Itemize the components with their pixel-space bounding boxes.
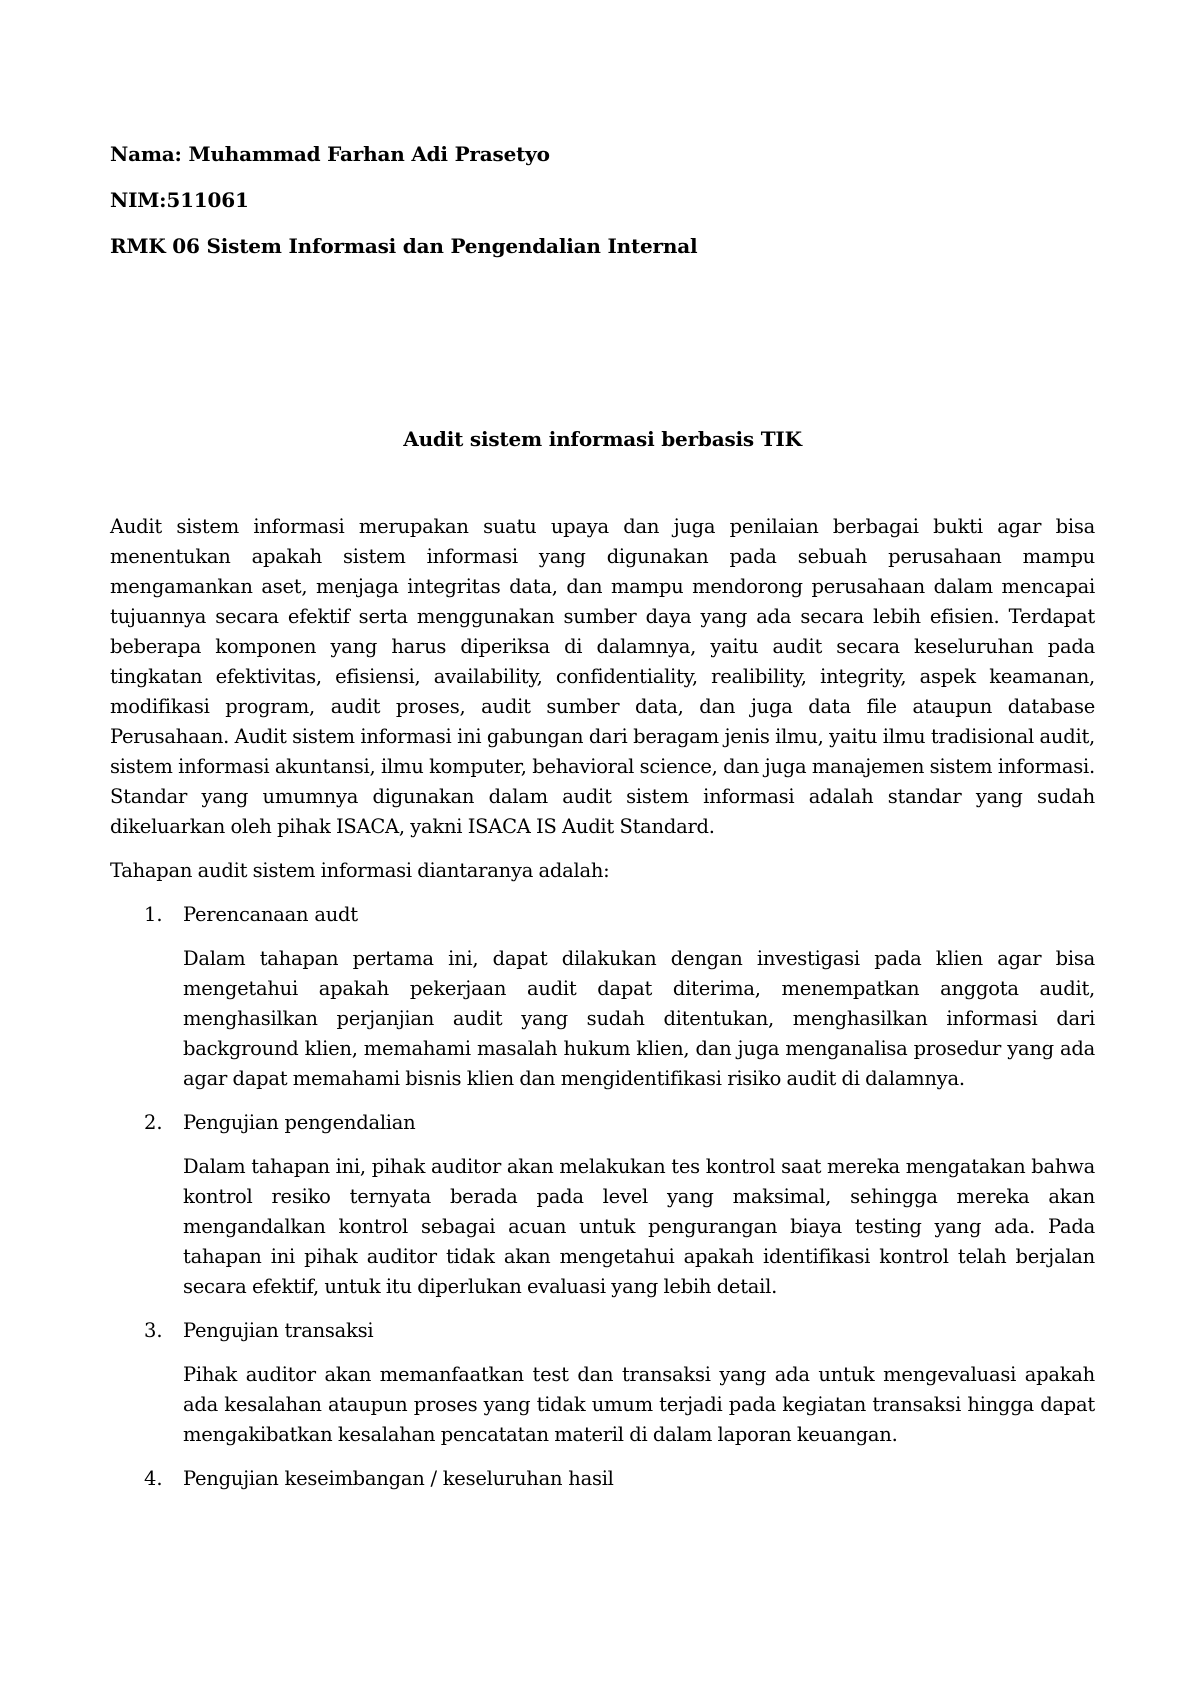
list-item (110, 900, 1095, 1094)
stages-intro: Tahapan audit sistem informasi diantaranya adalah: (110, 859, 610, 882)
step-title: Perencanaan audt (183, 903, 358, 926)
document-title: Audit sistem informasi berbasis TIK (403, 427, 802, 451)
step-number: 2. (144, 1111, 163, 1134)
stages-list (110, 900, 1095, 1494)
step-description: Dalam tahapan pertama ini, dapat dilakukan dengan investigasi pada klien agar bisa mengetahui apakah pekerjaan audit dapat diterima, menempatkan anggota audit, menghasilkan perjanjian audit yang sudah ditentukan, menghasilkan informasi dari background klien, memahami masalah hukum klien, dan juga menganalisa prosedur yang ada agar dapat memahami bisnis klien dan mengidentifikasi risiko audit di dalamnya. (183, 947, 1095, 1090)
student-name: Muhammad Farhan Adi Prasetyo (188, 142, 550, 166)
student-name-line (110, 140, 1095, 168)
name-label: Nama: (110, 142, 182, 166)
list-item (110, 1316, 1095, 1450)
step-title: Pengujian keseimbangan / keseluruhan hasil (183, 1467, 614, 1490)
step-description: Pihak auditor akan memanfaatkan test dan transaksi yang ada untuk mengevaluasi apakah ada kesalahan ataupun proses yang tidak umum terjadi pada kegiatan transaksi hingga dapat mengakibatkan kesalahan pencatatan materil di dalam laporan keuangan. (183, 1363, 1095, 1446)
intro-paragraph: Audit sistem informasi merupakan suatu upaya dan juga penilaian berbagai bukti agar bisa menentukan apakah sistem informasi yang digunakan pada sebuah perusahaan mampu mengamankan aset, menjaga integritas data, dan mampu mendorong perusahaan dalam mencapai tujuannya secara efektif serta menggunakan sumber daya yang ada secara lebih efisien. Terdapat beberapa komponen yang harus diperiksa di dalamnya, yaitu audit secara keseluruhan pada tingkatan efektivitas, efisiensi, availability, confidentiality, realibility, integrity, aspek keamanan, modifikasi program, audit proses, audit sumber data, dan juga data file ataupun database Perusahaan. Audit sistem informasi ini gabungan dari beragam jenis ilmu, yaitu ilmu tradisional audit, sistem informasi akuntansi, ilmu komputer, behavioral science, dan juga manajemen sistem informasi. Standar yang umumnya digunakan dalam audit sistem informasi adalah standar yang sudah dikeluarkan oleh pihak ISACA, yakni ISACA IS Audit Standard. (110, 515, 1095, 838)
course-title: RMK 06 Sistem Informasi dan Pengendalian Internal (110, 234, 698, 258)
step-title: Pengujian pengendalian (183, 1111, 416, 1134)
step-number: 4. (144, 1467, 163, 1490)
document-body (110, 512, 1095, 1508)
step-description: Dalam tahapan ini, pihak auditor akan melakukan tes kontrol saat mereka mengatakan bahwa kontrol resiko ternyata berada pada level yang maksimal, sehingga mereka akan mengandalkan kontrol sebagai acuan untuk pengurangan biaya testing yang ada. Pada tahapan ini pihak auditor tidak akan mengetahui apakah identifikasi kontrol telah berjalan secara efektif, untuk itu diperlukan evaluasi yang lebih detail. (183, 1155, 1095, 1298)
list-item (110, 1464, 1095, 1494)
step-title: Pengujian transaksi (183, 1319, 374, 1342)
list-item (110, 1108, 1095, 1302)
step-number: 1. (144, 903, 163, 926)
student-nim: 511061 (166, 188, 249, 212)
student-nim-line (110, 186, 1095, 214)
document-page (110, 140, 1095, 1490)
nim-label: NIM: (110, 188, 167, 212)
step-number: 3. (144, 1319, 163, 1342)
